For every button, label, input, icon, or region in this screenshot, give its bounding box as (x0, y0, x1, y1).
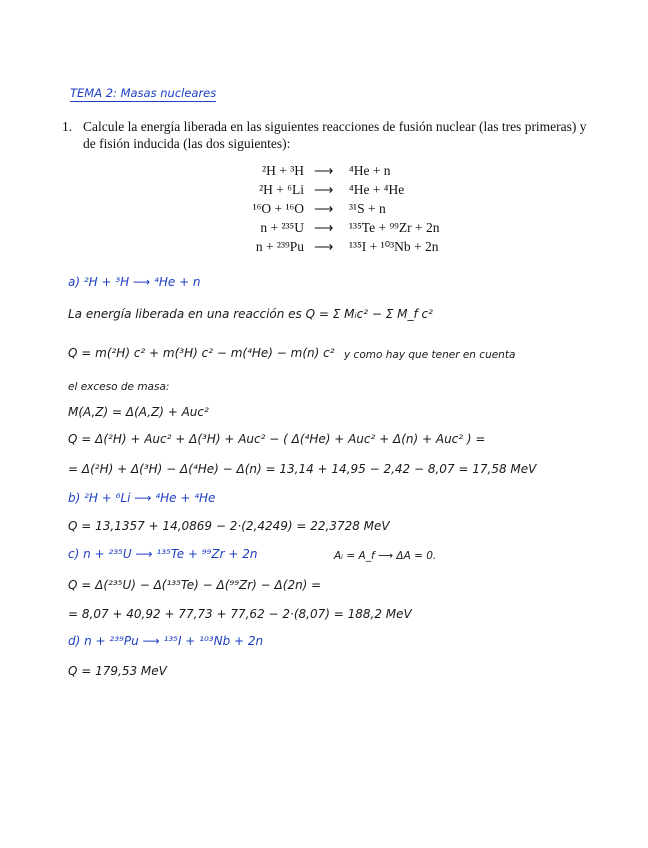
reaction-row (214, 201, 454, 220)
part-c-aside: Aᵢ = A_f ⟶ ΔA = 0. (334, 550, 437, 562)
page-title: TEMA 2: Masas nucleares (70, 86, 217, 100)
reaction-rhs: ³¹S + n (349, 201, 386, 216)
reaction-rhs: ⁴He + n (349, 163, 391, 178)
reaction-arrow: ⟶ (314, 163, 334, 178)
part-b-heading: b) ²H + ⁶Li ⟶ ⁴He + ⁴He (68, 491, 216, 505)
reaction-arrow: ⟶ (314, 182, 334, 197)
part-d-heading: d) n + ²³⁹Pu ⟶ ¹³⁵I + ¹⁰³Nb + 2n (68, 634, 264, 648)
note-mass-excess: y como hay que tener en cuenta (344, 349, 516, 361)
reaction-lhs: ¹⁶O + ¹⁶O (252, 201, 304, 216)
q-expansion-line: Q = m(²H) c² + m(³H) c² − m(⁴He) − m(n) c² (68, 346, 335, 360)
part-c-heading: c) n + ²³⁵U ⟶ ¹³⁵Te + ⁹⁹Zr + 2n (68, 547, 258, 561)
reaction-rhs: ¹³⁵Te + ⁹⁹Zr + 2n (349, 220, 440, 235)
reaction-arrow: ⟶ (314, 239, 334, 254)
part-c-result-line: = 8,07 + 40,92 + 77,73 + 77,62 − 2·(8,07) = 188,2 MeV (68, 607, 412, 621)
reaction-row (214, 239, 454, 258)
reaction-row (214, 182, 454, 201)
q-excess-expansion-line: Q = Δ(²H) + Auc² + Δ(³H) + Auc² − ( Δ(⁴He) + Auc² + Δ(n) + Auc² ) = (68, 432, 486, 446)
reaction-lhs: ²H + ⁶Li (259, 182, 304, 197)
mass-excess-label: el exceso de masa: (68, 381, 170, 393)
reaction-row (214, 220, 454, 239)
reaction-lhs: ²H + ³H (262, 163, 304, 178)
reaction-arrow: ⟶ (314, 220, 334, 235)
energy-definition-line: La energía liberada en una reacción es Q = Σ Mᵢc² − Σ M_f c² (68, 307, 433, 321)
reaction-row (214, 163, 454, 182)
part-b-result-line: Q = 13,1357 + 14,0869 − 2·(2,4249) = 22,3728 MeV (68, 519, 390, 533)
problem-text: Calcule la energía liberada en las siguientes reacciones de fusión nuclear (las tres primeras) y de fisión inducida (las dos siguientes): (83, 119, 587, 151)
mass-formula-line: M(A,Z) = Δ(A,Z) + Auc² (68, 405, 209, 419)
part-c-expansion-line: Q = Δ(²³⁵U) − Δ(¹³⁵Te) − Δ(⁹⁹Zr) − Δ(2n) = (68, 578, 322, 592)
problem-number: 1. (62, 119, 73, 134)
part-a-result-line: = Δ(²H) + Δ(³H) − Δ(⁴He) − Δ(n) = 13,14 + 14,95 − 2,42 − 8,07 = 17,58 MeV (68, 462, 537, 476)
problem-statement (62, 118, 602, 152)
reaction-rhs: ¹³⁵I + ¹⁰³Nb + 2n (349, 239, 439, 254)
part-d-result-line: Q = 179,53 MeV (68, 664, 167, 678)
reaction-rhs: ⁴He + ⁴He (349, 182, 405, 197)
reaction-lhs: n + ²³⁹Pu (255, 239, 304, 254)
part-a-heading: a) ²H + ³H ⟶ ⁴He + n (68, 275, 201, 289)
reaction-arrow: ⟶ (314, 201, 334, 216)
reaction-lhs: n + ²³⁵U (260, 220, 304, 235)
